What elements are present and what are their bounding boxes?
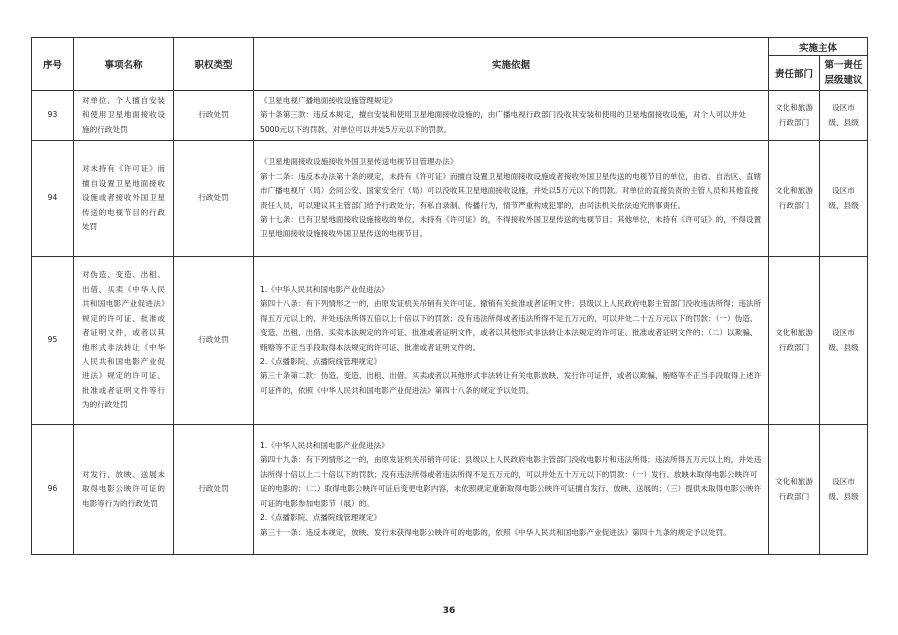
row-number: 96 [32, 425, 74, 555]
legal-basis [254, 141, 769, 257]
responsibility-level: 设区市级、县级 [820, 425, 868, 555]
responsible-dept: 文化和旅游行政部门 [769, 425, 820, 555]
header-type: 职权类型 [174, 38, 254, 91]
matter-name: 对单位、个人擅自安装和使用卫星地面接收设施的行政处罚 [74, 91, 174, 141]
basis-paragraph: 1.《中华人民共和国电影产业促进法》 [260, 441, 389, 451]
basis-paragraph: 第十二条：违反本办法第十条的规定，未持有《许可证》而擅自设置卫星地面接收设施或者接收外国卫星传送的电视节目的单位，由省、自治区、直辖市广播电视厅（局）会同公安、国家安全厅（局）可以没收其卫星地面接收设施，并处以5万元以下的罚款。对单位的直接负责的主管人员和其他直接责任人员，可以建议其主管部门给予行政处分；有私自录制、传播行为，情节严重构成犯罪的，由司法机关依法追究刑事责任。 [260, 171, 762, 210]
table-row [32, 141, 868, 257]
responsible-dept: 文化和旅游行政部门 [769, 257, 820, 425]
matter-name: 对未持有《许可证》而擅自设置卫星地面接收设施或者接收外国卫星传送的电视节目的行政处罚 [74, 141, 174, 257]
table-row [32, 257, 868, 425]
matters-table [31, 37, 868, 555]
matter-name: 对伪造、变造、出租、出借、买卖《中华人民共和国电影产业促进法》规定的许可证、批准或者证明文件，或者以其他形式非法转让《中华人民共和国电影产业促进法》规定的许可证、批准或者证明文件等行为的行政处罚 [74, 257, 174, 425]
responsibility-level: 设区市级、县级 [820, 91, 868, 141]
basis-paragraph: 第十条第三款：违反本规定，擅自安装和使用卫星地面接收设施的，由广播电视行政部门没收其安装和使用的卫星地面接收设施，对个人可以并处5000元以下的罚款，对单位可以并处5万元以下的罚款。 [260, 110, 746, 134]
row-number: 95 [32, 257, 74, 425]
responsibility-level: 设区市级、县级 [820, 141, 868, 257]
basis-paragraph: 第四十八条：有下列情形之一的，由原发证机关吊销有关许可证、撤销有关批准或者证明文件；县级以上人民政府电影主管部门没收违法所得；违法所得五万元以上的，并处违法所得五倍以上十倍以下的罚款；没有违法所得或者违法所得不足五万元的，可以并处二十五万元以下的罚款：（一）伪造、变造、出租、出借、买卖本法规定的许可证、批准或者证明文件，或者以其他形式非法转让本法规定的许可证、批准或者证明文件的；（二）以欺骗、贿赂等不正当手段取得本法规定的许可证、批准或者证明文件的。 [260, 299, 762, 352]
basis-paragraph: 第三十一条：违反本规定，放映、发行未获得电影公映许可的电影的，依照《中华人民共和国电影产业促进法》第四十九条的规定予以处罚。 [260, 527, 731, 537]
row-number: 94 [32, 141, 74, 257]
basis-paragraph: 《卫星地面接收设施接收外国卫星传送电视节目管理办法》 [260, 157, 458, 167]
power-type: 行政处罚 [174, 425, 254, 555]
power-type: 行政处罚 [174, 91, 254, 141]
responsible-dept: 文化和旅游行政部门 [769, 141, 820, 257]
legal-basis [254, 91, 769, 141]
basis-paragraph: 《卫星电视广播地面接收设施管理规定》 [260, 95, 397, 105]
legal-basis [254, 425, 769, 555]
basis-paragraph: 1.《中华人民共和国电影产业促进法》 [260, 284, 389, 294]
responsibility-level: 设区市级、县级 [820, 257, 868, 425]
header-dept: 责任部门 [769, 56, 820, 91]
page-number: 36 [442, 606, 456, 616]
header-no: 序号 [32, 38, 74, 91]
basis-paragraph: 第十七条：已有卫星地面接收设施接收的单位，未持有《许可证》的，不得接收外国卫星传送的电视节目；其他单位，未持有《许可证》的，不得设置卫星地面接收设施接收外国卫星传送的电视节目。 [260, 214, 762, 239]
row-number: 93 [32, 91, 74, 141]
header-basis: 实施依据 [254, 38, 769, 91]
header-name: 事项名称 [74, 38, 174, 91]
table-row [32, 425, 868, 555]
basis-paragraph: 2.《点播影院、点播院线管理规定》 [260, 513, 382, 523]
power-type: 行政处罚 [174, 141, 254, 257]
legal-basis [254, 257, 769, 425]
table-row [32, 91, 868, 141]
basis-paragraph: 第四十九条：有下列情形之一的，由原发证机关吊销许可证；县级以上人民政府电影主管部门没收电影片和违法所得；违法所得五万元以上的，并处违法所得十倍以上二十倍以下的罚款；没有违法所得或者违法所得不足五万元的，可以并处五十万元以下的罚款：（一）发行、放映未取得电影公映许可证的电影的；（二）取得电影公映许可证后变更电影内容，未依照规定重新取得电影公映许可证擅自发行、放映、送展的；（三）提供未取得电影公映许可证的电影参加电影节（展）的。 [260, 455, 762, 508]
header-level: 第一责任层级建议 [820, 56, 868, 91]
power-type: 行政处罚 [174, 257, 254, 425]
responsible-dept: 文化和旅游行政部门 [769, 91, 820, 141]
matter-name: 对发行、放映、送展未取得电影公映许可证的电影等行为的行政处罚 [74, 425, 174, 555]
basis-paragraph: 2.《点播影院、点播院线管理规定》 [260, 356, 382, 366]
basis-paragraph: 第三十条第二款：伪造、变造、出租、出借、买卖或者以其他形式非法转让有关电影放映、发行许可证件，或者以欺骗、贿赂等不正当手段取得上述许可证件的，依照《中华人民共和国电影产业促进法》第四十八条的规定予以处罚。 [260, 371, 762, 395]
header-subject: 实施主体 [769, 38, 868, 56]
